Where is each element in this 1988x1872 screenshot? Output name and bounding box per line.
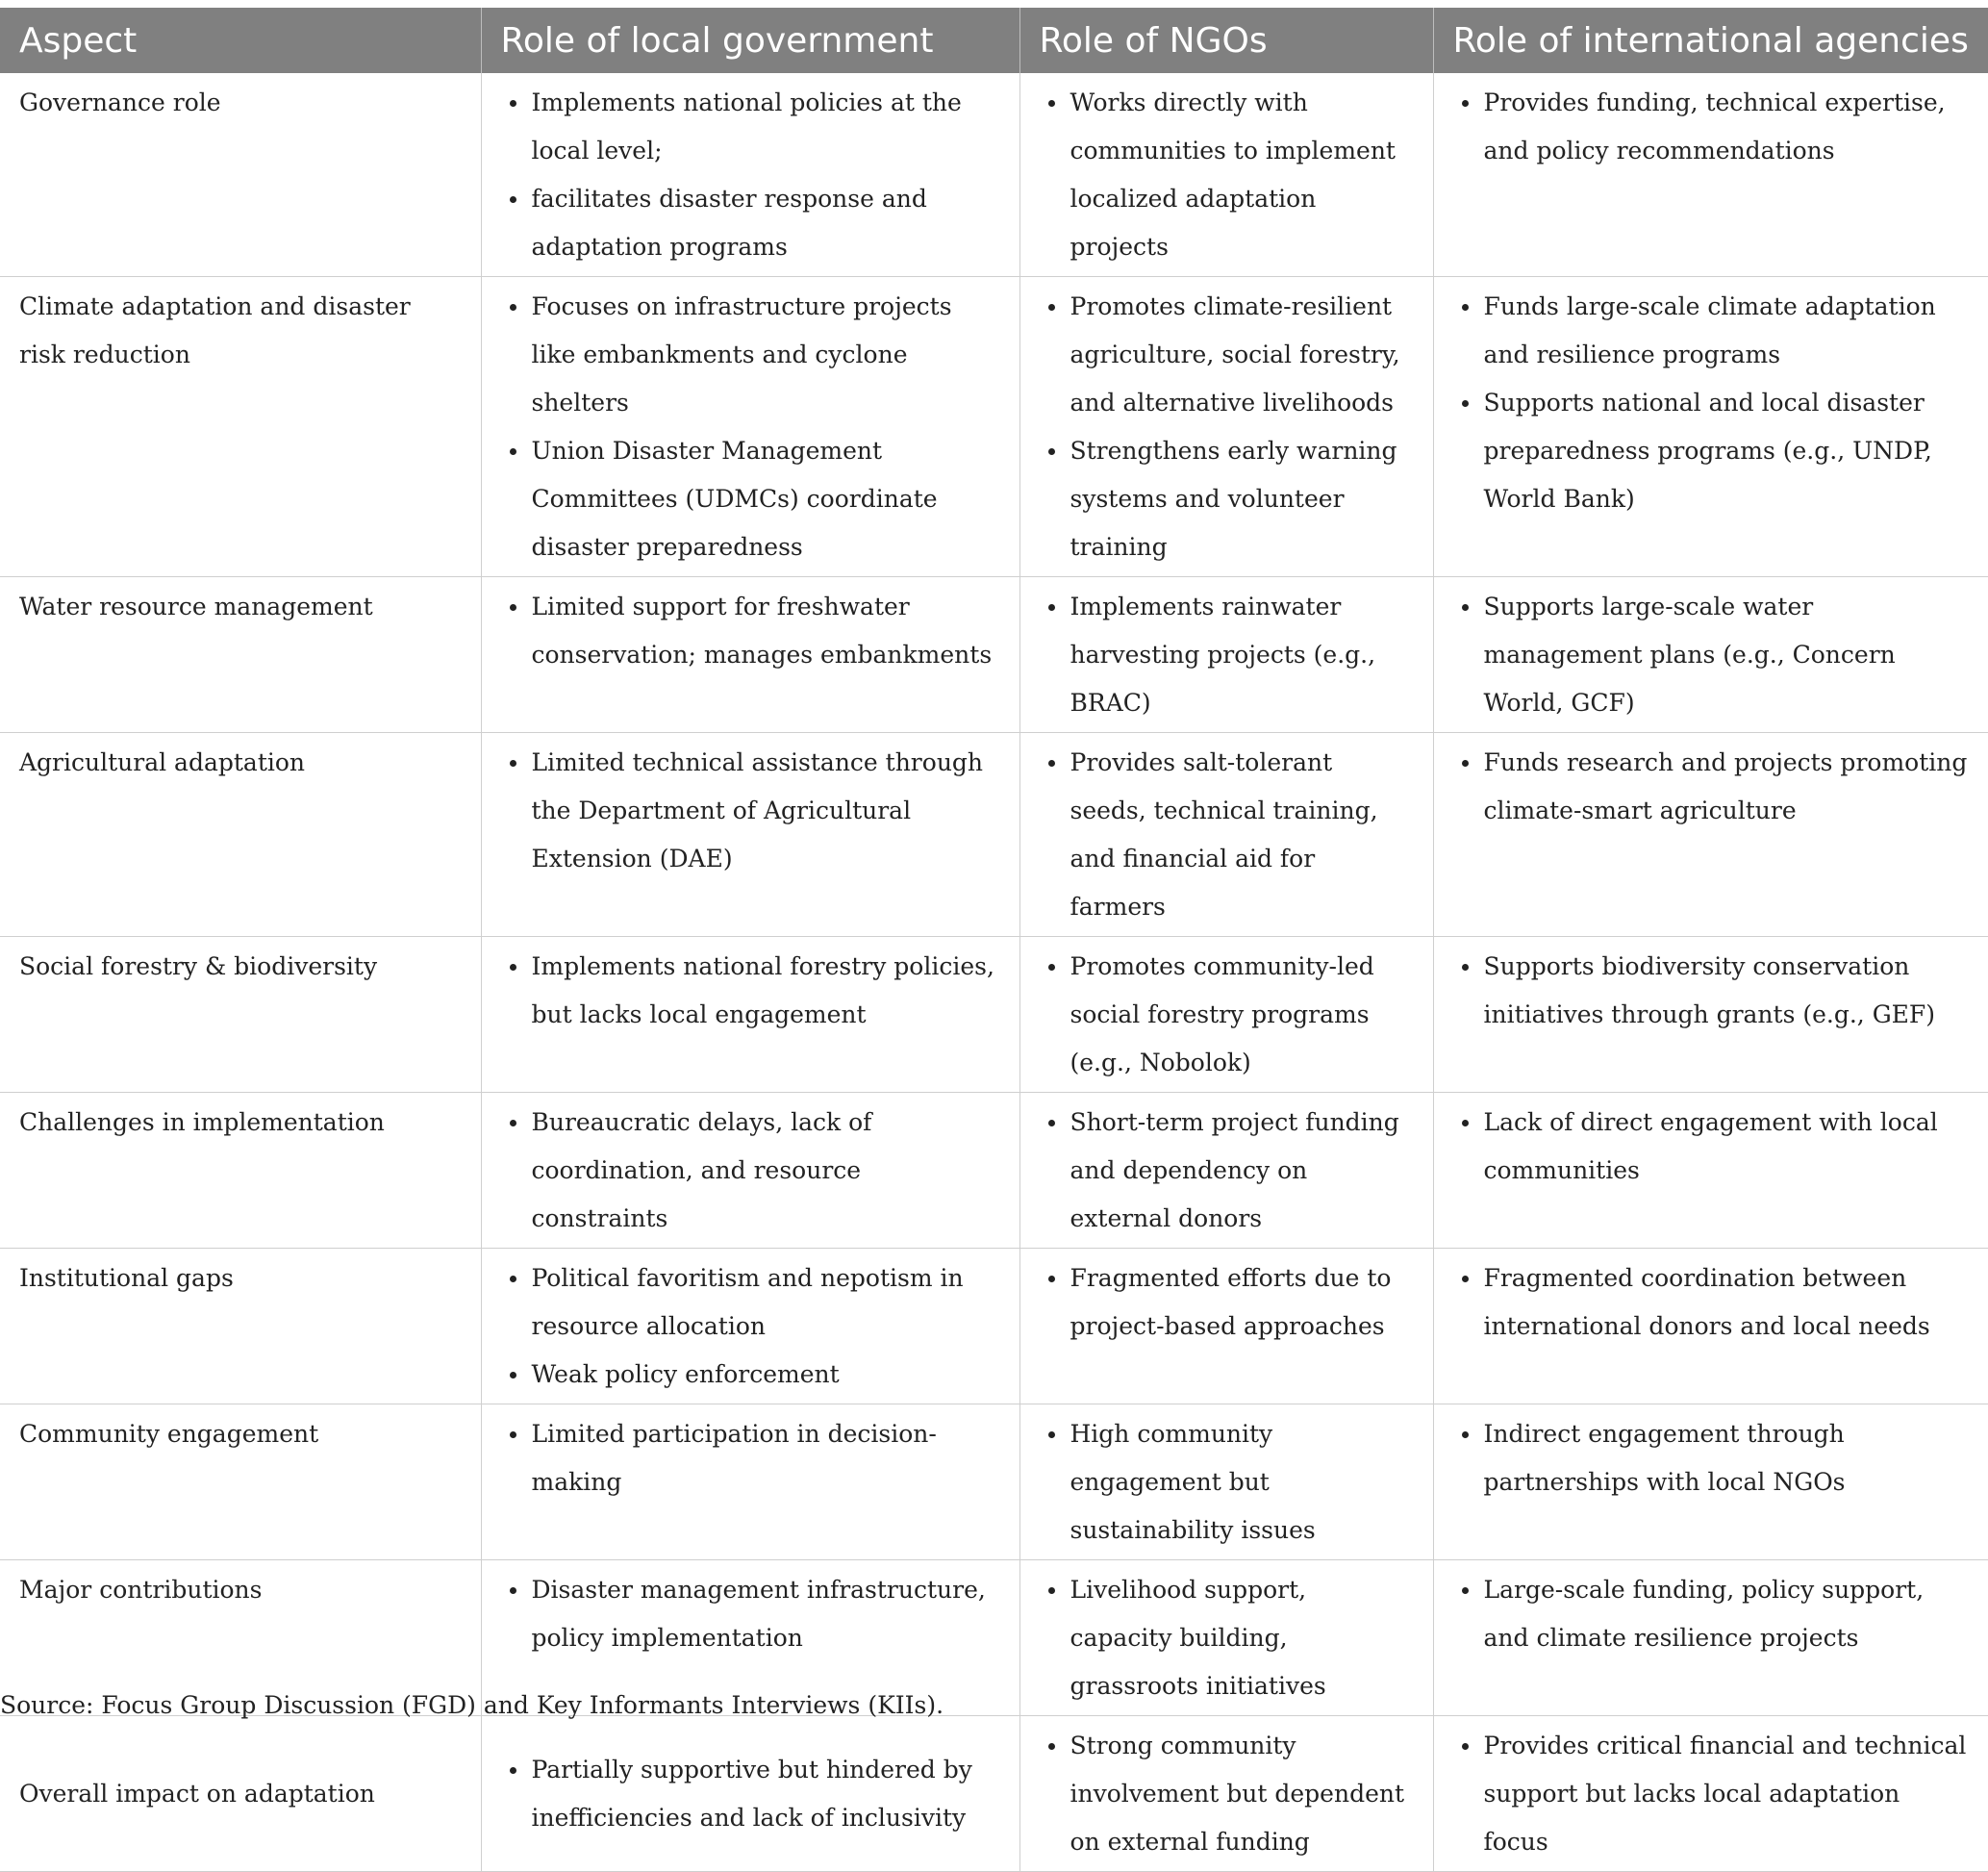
bullet-item: facilitates disaster response and adaptation programs bbox=[532, 175, 1002, 271]
bullet-item: Strong community involvement but dependent on external funding bbox=[1070, 1722, 1416, 1866]
table-row bbox=[0, 1716, 1988, 1872]
bullet-list bbox=[1040, 583, 1416, 727]
bullet-item: Promotes community-led social forestry programs (e.g., Nobolok) bbox=[1070, 943, 1416, 1087]
bullet-item: Supports biodiversity conservation initiatives through grants (e.g., GEF) bbox=[1484, 943, 1972, 1039]
bullet-list bbox=[1453, 583, 1972, 727]
table-row bbox=[0, 1404, 1988, 1560]
roles-table-container bbox=[0, 8, 1988, 1872]
bullet-list bbox=[501, 1746, 1002, 1842]
bullet-item: Bureaucratic delays, lack of coordination, and resource constraints bbox=[532, 1099, 1002, 1243]
bullet-list bbox=[1040, 1099, 1416, 1243]
bullet-item: High community engagement but sustainability issues bbox=[1070, 1410, 1416, 1555]
bullet-item: Works directly with communities to implement localized adaptation projects bbox=[1070, 79, 1416, 271]
bullet-item: Weak policy enforcement bbox=[532, 1351, 1002, 1399]
bullet-list bbox=[1453, 1410, 1972, 1506]
ngos-cell bbox=[1019, 733, 1433, 937]
local-government-cell bbox=[481, 733, 1019, 937]
bullet-item: Provides critical financial and technical support but lacks local adaptation focus bbox=[1484, 1722, 1972, 1866]
aspect-cell: Agricultural adaptation bbox=[0, 733, 481, 937]
bullet-list bbox=[1040, 1254, 1416, 1351]
table-row bbox=[0, 1249, 1988, 1404]
bullet-item: Implements rainwater harvesting projects (e.g., BRAC) bbox=[1070, 583, 1416, 727]
bullet-list bbox=[501, 79, 1002, 271]
aspect-cell: Community engagement bbox=[0, 1404, 481, 1560]
bullet-item: Limited support for freshwater conservation; manages embankments bbox=[532, 583, 1002, 679]
bullet-item: Strengthens early warning systems and volunteer training bbox=[1070, 427, 1416, 571]
ngos-cell bbox=[1019, 1716, 1433, 1872]
table-row bbox=[0, 277, 1988, 577]
bullet-list bbox=[501, 1099, 1002, 1243]
bullet-item: Livelihood support, capacity building, grassroots initiatives bbox=[1070, 1566, 1416, 1710]
bullet-item: Political favoritism and nepotism in resource allocation bbox=[532, 1254, 1002, 1351]
table-row bbox=[0, 733, 1988, 937]
bullet-item: Funds large-scale climate adaptation and resilience programs bbox=[1484, 283, 1972, 379]
bullet-item: Lack of direct engagement with local communities bbox=[1484, 1099, 1972, 1195]
aspect-cell: Challenges in implementation bbox=[0, 1093, 481, 1249]
bullet-list bbox=[1453, 1254, 1972, 1351]
bullet-item: Focuses on infrastructure projects like embankments and cyclone shelters bbox=[532, 283, 1002, 427]
local-government-cell bbox=[481, 277, 1019, 577]
bullet-list bbox=[1453, 943, 1972, 1039]
bullet-list bbox=[501, 739, 1002, 883]
aspect-cell: Governance role bbox=[0, 73, 481, 277]
international-agencies-cell bbox=[1433, 733, 1988, 937]
international-agencies-cell bbox=[1433, 937, 1988, 1093]
aspect-cell: Social forestry & biodiversity bbox=[0, 937, 481, 1093]
bullet-item: Supports large-scale water management plans (e.g., Concern World, GCF) bbox=[1484, 583, 1972, 727]
bullet-item: Union Disaster Management Committees (UDMCs) coordinate disaster preparedness bbox=[532, 427, 1002, 571]
bullet-item: Large-scale funding, policy support, and climate resilience projects bbox=[1484, 1566, 1972, 1662]
header-ngos: Role of NGOs bbox=[1019, 8, 1433, 73]
bullet-list bbox=[501, 1410, 1002, 1506]
aspect-cell: Institutional gaps bbox=[0, 1249, 481, 1404]
bullet-item: Disaster management infrastructure, policy implementation bbox=[532, 1566, 1002, 1662]
bullet-list bbox=[501, 283, 1002, 571]
bullet-list bbox=[1040, 1722, 1416, 1866]
international-agencies-cell bbox=[1433, 1560, 1988, 1716]
table-row bbox=[0, 73, 1988, 277]
bullet-item: Funds research and projects promoting climate-smart agriculture bbox=[1484, 739, 1972, 835]
ngos-cell bbox=[1019, 277, 1433, 577]
bullet-list bbox=[1040, 739, 1416, 931]
aspect-cell: Water resource management bbox=[0, 577, 481, 733]
local-government-cell bbox=[481, 1404, 1019, 1560]
table-body bbox=[0, 73, 1988, 1872]
bullet-item: Indirect engagement through partnerships with local NGOs bbox=[1484, 1410, 1972, 1506]
bullet-item: Promotes climate-resilient agriculture, social forestry, and alternative livelihoods bbox=[1070, 283, 1416, 427]
bullet-list bbox=[1453, 1566, 1972, 1662]
bullet-list bbox=[1040, 283, 1416, 571]
bullet-list bbox=[1453, 79, 1972, 175]
international-agencies-cell bbox=[1433, 1404, 1988, 1560]
bullet-item: Limited technical assistance through the Department of Agricultural Extension (DAE) bbox=[532, 739, 1002, 883]
bullet-list bbox=[1453, 1099, 1972, 1195]
local-government-cell bbox=[481, 1716, 1019, 1872]
ngos-cell bbox=[1019, 1560, 1433, 1716]
bullet-list bbox=[501, 1254, 1002, 1399]
bullet-item: Implements national policies at the local level; bbox=[532, 79, 1002, 175]
bullet-list bbox=[1453, 739, 1972, 835]
bullet-item: Provides funding, technical expertise, and policy recommendations bbox=[1484, 79, 1972, 175]
table-row bbox=[0, 1093, 1988, 1249]
header-international-agencies: Role of international agencies bbox=[1433, 8, 1988, 73]
header-aspect: Aspect bbox=[0, 8, 481, 73]
ngos-cell bbox=[1019, 73, 1433, 277]
table-header bbox=[0, 8, 1988, 73]
ngos-cell bbox=[1019, 937, 1433, 1093]
bullet-item: Provides salt-tolerant seeds, technical training, and financial aid for farmers bbox=[1070, 739, 1416, 931]
roles-table bbox=[0, 8, 1988, 1872]
bullet-item: Supports national and local disaster preparedness programs (e.g., UNDP, World Bank) bbox=[1484, 379, 1972, 523]
bullet-list bbox=[1453, 283, 1972, 523]
bullet-item: Implements national forestry policies, but lacks local engagement bbox=[532, 943, 1002, 1039]
international-agencies-cell bbox=[1433, 1093, 1988, 1249]
local-government-cell bbox=[481, 73, 1019, 277]
bullet-item: Partially supportive but hindered by inefficiencies and lack of inclusivity bbox=[532, 1746, 1002, 1842]
aspect-cell: Climate adaptation and disaster risk reduction bbox=[0, 277, 481, 577]
bullet-item: Short-term project funding and dependency on external donors bbox=[1070, 1099, 1416, 1243]
bullet-item: Fragmented coordination between international donors and local needs bbox=[1484, 1254, 1972, 1351]
international-agencies-cell bbox=[1433, 577, 1988, 733]
international-agencies-cell bbox=[1433, 1249, 1988, 1404]
bullet-list bbox=[501, 943, 1002, 1039]
header-row bbox=[0, 8, 1988, 73]
table-row bbox=[0, 577, 1988, 733]
bullet-list bbox=[501, 1566, 1002, 1662]
bullet-item: Fragmented efforts due to project-based approaches bbox=[1070, 1254, 1416, 1351]
ngos-cell bbox=[1019, 1404, 1433, 1560]
bullet-list bbox=[1040, 79, 1416, 271]
international-agencies-cell bbox=[1433, 277, 1988, 577]
ngos-cell bbox=[1019, 577, 1433, 733]
local-government-cell bbox=[481, 1249, 1019, 1404]
bullet-list bbox=[501, 583, 1002, 679]
header-local-government: Role of local government bbox=[481, 8, 1019, 73]
local-government-cell bbox=[481, 937, 1019, 1093]
bullet-list bbox=[1040, 1566, 1416, 1710]
bullet-list bbox=[1453, 1722, 1972, 1866]
aspect-cell: Overall impact on adaptation bbox=[0, 1716, 481, 1872]
table-row bbox=[0, 937, 1988, 1093]
bullet-list bbox=[1040, 943, 1416, 1087]
local-government-cell bbox=[481, 577, 1019, 733]
local-government-cell bbox=[481, 1093, 1019, 1249]
bullet-list bbox=[1040, 1410, 1416, 1555]
aspect-cell: Major contributions bbox=[0, 1560, 481, 1716]
source-note: Source: Focus Group Discussion (FGD) and Key Informants Interviews (KIIs). bbox=[0, 1691, 944, 1719]
ngos-cell bbox=[1019, 1249, 1433, 1404]
ngos-cell bbox=[1019, 1093, 1433, 1249]
bullet-item: Limited participation in decision-making bbox=[532, 1410, 1002, 1506]
international-agencies-cell bbox=[1433, 73, 1988, 277]
international-agencies-cell bbox=[1433, 1716, 1988, 1872]
